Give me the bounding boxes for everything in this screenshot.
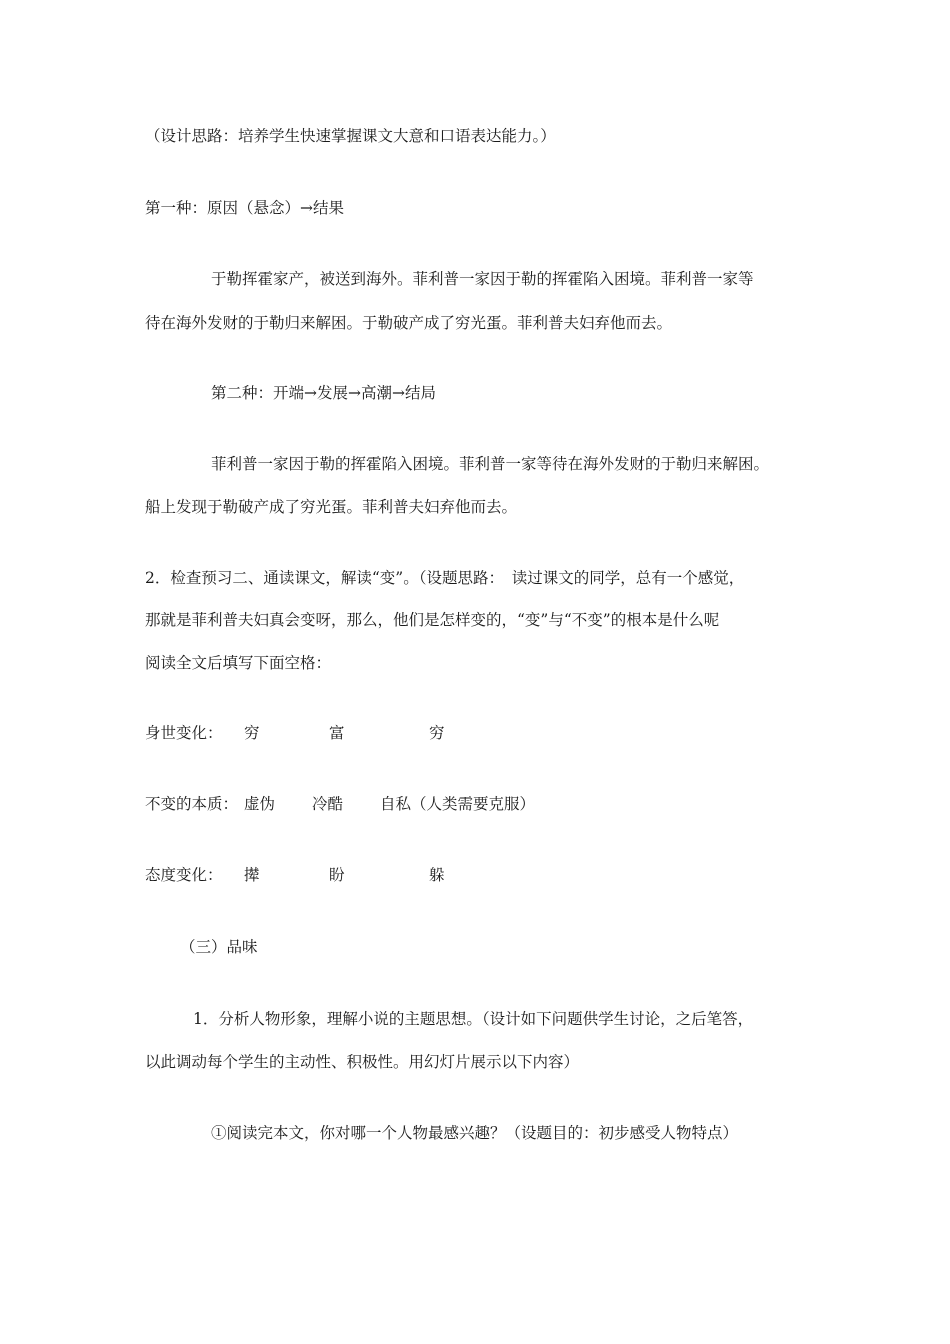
question-circle1: ①阅读完本文，你对哪一个人物最感兴趣？（设题目的：初步感受人物特点）: [211, 1124, 739, 1142]
type2-paragraph-line2: 船上发现于勒破产成了穷光蛋。菲利普夫妇弃他而去。: [145, 498, 518, 516]
row-cell: 躲: [429, 866, 445, 884]
question2-line1: 2．检查预习二、通读课文，解读“变”。（设题思路： 读过课文的同学，总有一个感觉，: [145, 569, 745, 587]
type2-paragraph-line1: 菲利普一家因于勒的挥霍陷入困境。菲利普一家等待在海外发财的于勒归来解困。: [211, 455, 770, 473]
design-note-line: （设计思路：培养学生快速掌握课文大意和口语表达能力。）: [145, 127, 556, 145]
point1-line2: 以此调动每个学生的主动性、积极性。用幻灯片展示以下内容）: [145, 1053, 580, 1071]
row-cell: 盼: [329, 866, 345, 884]
row-cell: 撵: [244, 866, 260, 884]
point1-line1: 1．分析人物形象，理解小说的主题思想。（设计如下问题供学生讨论，之后笔答，: [193, 1010, 754, 1028]
type1-heading: 第一种：原因（悬念）→结果: [145, 199, 344, 217]
row-label: 身世变化：: [145, 724, 223, 742]
row-cell: 富: [329, 724, 345, 742]
row-label: 不变的本质：: [145, 795, 239, 813]
row-cell: 冷酷: [312, 795, 344, 813]
section3-heading: （三）品味: [180, 938, 258, 956]
question2-line3: 阅读全文后填写下面空格：: [145, 654, 332, 672]
type2-heading: 第二种：开端→发展→高潮→结局: [211, 384, 436, 402]
row-cell: 自私（人类需要克服）: [380, 795, 536, 813]
type1-paragraph-line1: 于勒挥霍家产，被送到海外。菲利普一家因于勒的挥霍陷入困境。菲利普一家等: [211, 270, 754, 288]
type1-paragraph-line2: 待在海外发财的于勒归来解困。于勒破产成了穷光蛋。菲利普夫妇弃他而去。: [145, 314, 673, 332]
row-cell: 虚伪: [244, 795, 276, 813]
row-cell: 穷: [429, 724, 445, 742]
row-label: 态度变化：: [145, 866, 223, 884]
question2-line2: 那就是菲利普夫妇真会变呀，那么，他们是怎样变的，“变”与“不变”的根本是什么呢: [145, 611, 720, 629]
row-cell: 穷: [244, 724, 260, 742]
